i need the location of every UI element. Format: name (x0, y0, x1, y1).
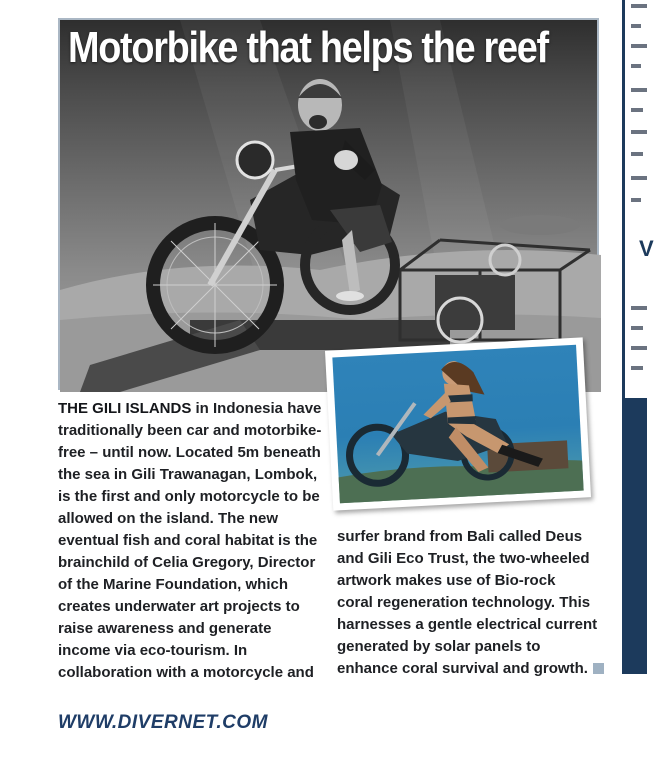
adjacent-page-letter: V (639, 236, 654, 261)
body-line: income via eco-tourism. In (58, 642, 248, 659)
body-line: creates underwater art projects to (58, 598, 300, 615)
adjacent-page-sidebar (625, 398, 647, 674)
body-line: of the Marine Foundation, which (58, 576, 288, 593)
inset-photo-frame (325, 337, 591, 510)
body-line: harnesses a gentle electrical current (337, 616, 598, 633)
body-line: eventual fish and coral habitat is the (58, 532, 318, 549)
adjacent-page-strip (622, 0, 654, 674)
end-of-article-mark (593, 663, 604, 674)
body-line: collaboration with a motorcycle and (58, 664, 314, 681)
body-line: free – until now. Located 5m beneath (58, 444, 321, 461)
headline: Motorbike that helps the reef (68, 23, 548, 72)
body-line: brainchild of Celia Gregory, Director (58, 554, 316, 571)
site-url: WWW.DIVERNET.COM (58, 712, 268, 733)
underwater-motorbike-woman-photo (332, 345, 583, 504)
body-line: in Indonesia have (191, 400, 322, 417)
article-right-column (337, 526, 599, 680)
body-line: generated by solar panels to (337, 638, 541, 655)
body-line: coral regeneration technology. This (337, 594, 591, 611)
body-line: enhance coral survival and growth. (337, 660, 588, 677)
lead-in: THE GILI ISLANDS (58, 400, 192, 417)
body-line: raise awareness and generate (58, 620, 272, 637)
article-left-column (58, 398, 320, 684)
body-line: surfer brand from Bali called Deus (337, 528, 583, 545)
body-line: is the first and only motorcycle to be (58, 488, 320, 505)
body-line: allowed on the island. The new (58, 510, 279, 527)
body-line: artwork makes use of Bio-rock (337, 572, 556, 589)
body-line: and Gili Eco Trust, the two-wheeled (337, 550, 590, 567)
body-line: traditionally been car and motorbike- (58, 422, 322, 439)
body-line: the sea in Gili Trawanagan, Lombok, (58, 466, 318, 483)
